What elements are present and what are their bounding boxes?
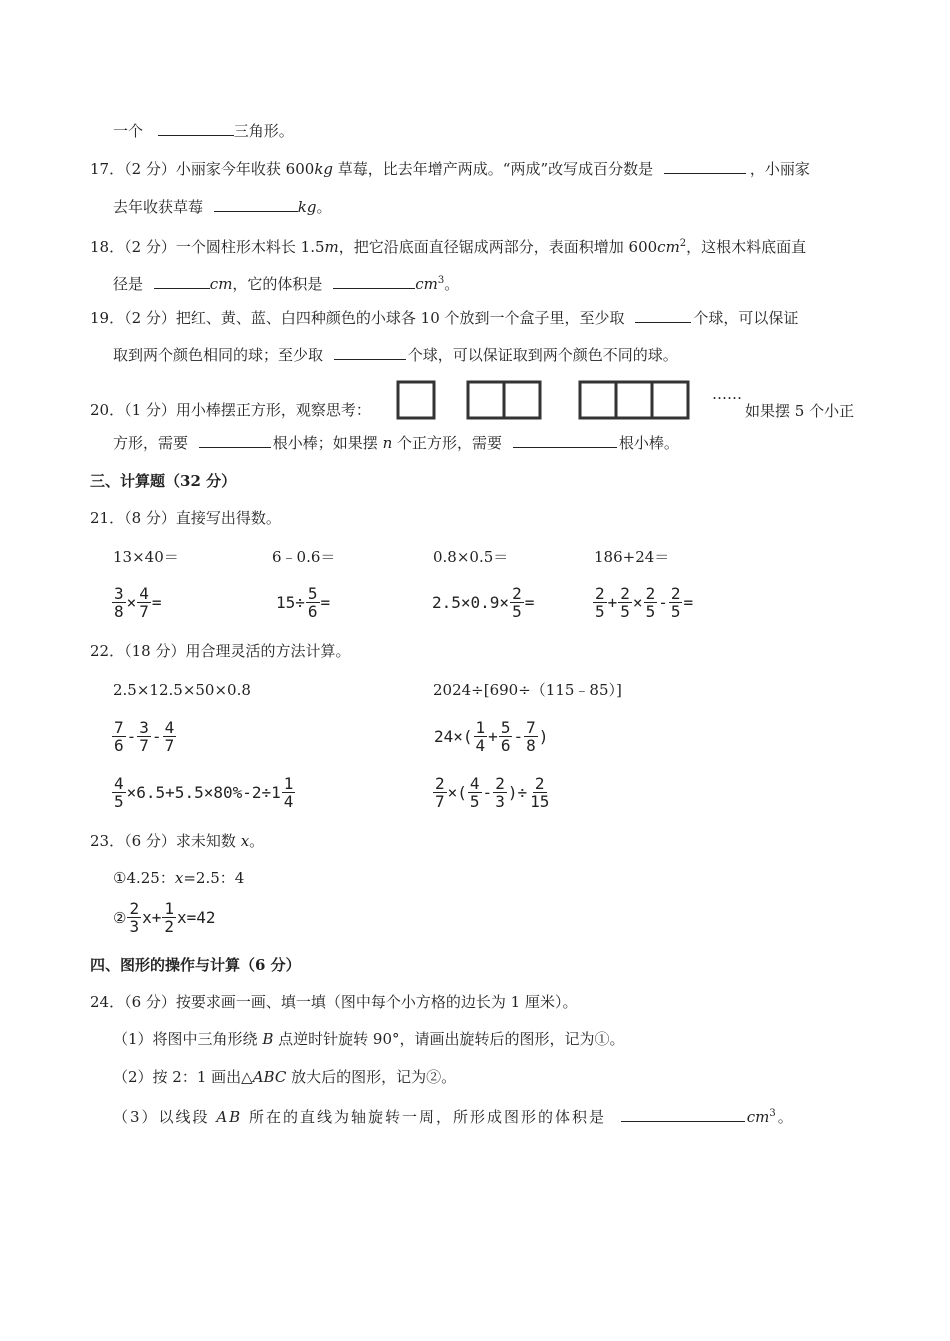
fraction: $\frac{4}{5}$: [469, 774, 480, 811]
fraction: $\frac{7}{6}$: [114, 718, 124, 755]
q18-line1: 18．（2 分）一个圆柱形木料长 1.5m，把它沿底面直径锯成两部分，表面积增加 $600cm^2$，这根木料底面直: [90, 238, 807, 256]
q22-e5: $\frac{4}{5}$ ×6.5+5.5×80%-2÷1 $\frac{1}{4}$: [114, 774, 294, 811]
one-square-pattern: [398, 382, 434, 418]
q20-dots: ……: [712, 385, 742, 403]
q24-p3: （3）以线段 AB 所在的直线为轴旋转一周，所形成图形的体积是 $cm^3$。: [113, 1108, 795, 1126]
fraction: $\frac{2}{15}$: [530, 774, 550, 811]
fraction: $\frac{2}{5}$: [512, 584, 522, 621]
fraction: $\frac{2}{5}$: [670, 584, 681, 621]
q17-line2: 去年收获草莓 kg。: [113, 198, 332, 216]
q19-same-color-blank[interactable]: [635, 308, 691, 323]
q16-tail: 一个 三角形。: [113, 122, 294, 140]
q18-diameter-blank[interactable]: [154, 274, 210, 289]
two-square-pattern: [468, 382, 540, 418]
q18-line2: 径是 cm，它的体积是 $cm^3$。: [113, 275, 460, 293]
q21-r1b: 6﹣0.6＝: [272, 548, 336, 566]
q22-title: 22．（18 分）用合理灵活的方法计算。: [90, 642, 351, 660]
fraction: $\frac{1}{4}$: [475, 718, 486, 755]
q21-r2b: 15÷ $\frac{5}{6}$ =: [276, 584, 331, 621]
fraction: $\frac{2}{5}$: [620, 584, 630, 621]
q20-line1-post: 如果摆 5 个小正: [745, 402, 855, 420]
fraction: $\frac{1}{2}$: [164, 899, 174, 936]
fraction: $\frac{2}{5}$: [595, 584, 605, 621]
q17-percent-blank[interactable]: [664, 159, 746, 174]
q21-r1a: 13×40＝: [113, 548, 179, 566]
fraction: $\frac{3}{8}$: [114, 584, 124, 621]
q20-n-square-blank[interactable]: [513, 433, 617, 448]
stick-squares-figure: [394, 376, 714, 424]
q20-five-square-blank[interactable]: [199, 433, 271, 448]
q22-e6: $\frac{2}{7}$ ×( $\frac{4}{5}$ - $\frac{2}{3}$ )÷ $\frac{2}{15}$: [435, 774, 550, 811]
q17-kg-blank[interactable]: [214, 197, 298, 212]
q21-title: 21．（8 分）直接写出得数。: [90, 509, 281, 527]
fraction: $\frac{2}{3}$: [129, 899, 140, 936]
three-square-pattern: [580, 382, 688, 418]
q23-e1: ①4.25：x=2.5：4: [113, 869, 245, 887]
section-4-heading: 四、图形的操作与计算（6 分）: [90, 956, 301, 974]
q21-r1c: 0.8×0.5＝: [433, 548, 509, 566]
q24-volume-blank[interactable]: [621, 1107, 745, 1122]
fraction: $\frac{4}{5}$: [114, 774, 124, 811]
q22-e2: 2024÷[690÷（115﹣85）]: [433, 681, 622, 699]
q23-e2: ② $\frac{2}{3}$ x+ $\frac{1}{2}$ x=42: [113, 899, 216, 936]
q23-title: 23．（6 分）求未知数 x。: [90, 832, 265, 850]
q21-r2a: $\frac{3}{8}$ × $\frac{4}{7}$ =: [114, 584, 162, 621]
q24-title: 24．（6 分）按要求画一画、填一填（图中每个小方格的边长为 1 厘米）。: [90, 993, 578, 1011]
q16-answer-blank[interactable]: [158, 121, 234, 136]
fraction: $\frac{2}{5}$: [645, 584, 656, 621]
q21-r2d: $\frac{2}{5}$ + $\frac{2}{5}$ × $\frac{2}{5}$ - $\frac{2}{5}$ =: [595, 584, 694, 621]
q19-line1: 19．（2 分）把红、黄、蓝、白四种颜色的小球各 10 个放到一个盒子里，至少取 个球，可以保证: [90, 309, 799, 327]
q21-r1d: 186+24＝: [594, 548, 670, 566]
q21-r2c: 2.5×0.9× $\frac{2}{5}$ =: [432, 584, 535, 621]
fraction: $\frac{2}{3}$: [495, 774, 505, 811]
q24-p2: （2）按 2：1 画出△ABC 放大后的图形，记为②。: [113, 1068, 457, 1086]
q22-e4: 24×( $\frac{1}{4}$ + $\frac{5}{6}$ - $\frac{7}{8}$ ): [434, 718, 549, 755]
fraction: $\frac{4}{7}$: [164, 718, 175, 755]
q22-e1: 2.5×12.5×50×0.8: [113, 681, 251, 699]
fraction: $\frac{7}{8}$: [526, 718, 536, 755]
fraction: $\frac{3}{7}$: [139, 718, 149, 755]
q19-diff-color-blank[interactable]: [334, 345, 406, 360]
fraction: $\frac{5}{6}$: [307, 584, 318, 621]
q17-line1: 17．（2 分）小丽家今年收获 600kg 草莓，比去年增产两成。“两成”改写成百分数是 ，小丽家: [90, 160, 810, 178]
q20-line1: 20．（1 分）用小棒摆正方形，观察思考：: [90, 401, 371, 419]
q19-line2: 取到两个颜色相同的球；至少取 个球，可以保证取到两个颜色不同的球。: [113, 346, 678, 364]
fraction: $\frac{1}{4}$: [283, 774, 294, 811]
fraction: $\frac{4}{7}$: [139, 584, 149, 621]
q18-volume-blank[interactable]: [333, 274, 415, 289]
fraction: $\frac{2}{7}$: [435, 774, 445, 811]
fraction: $\frac{5}{6}$: [500, 718, 511, 755]
q24-p1: （1）将图中三角形绕 B 点逆时针旋转 90°，请画出旋转后的图形，记为①。: [113, 1030, 625, 1048]
q22-e3: $\frac{7}{6}$ - $\frac{3}{7}$ - $\frac{4}{7}$: [114, 718, 175, 755]
section-3-heading: 三、计算题（32 分）: [90, 472, 237, 490]
q20-line2: 方形，需要 根小棒；如果摆 n 个正方形，需要 根小棒。: [113, 434, 679, 452]
